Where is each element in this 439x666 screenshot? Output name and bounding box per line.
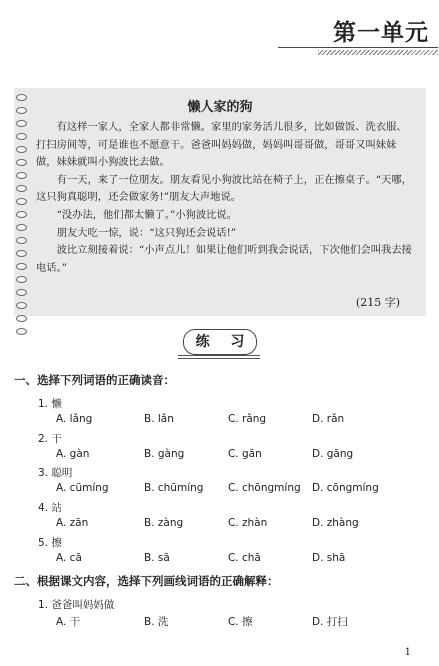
binder-ring [16, 159, 27, 166]
binder-ring [16, 172, 27, 179]
binder-rings [16, 94, 28, 341]
binder-ring [16, 250, 27, 257]
unit-title-wave-rule [318, 50, 438, 55]
question-2-1: 1. 爸爸叫妈妈做 [38, 599, 115, 611]
section1-heading: 一、选择下列词语的正确读音： [14, 373, 175, 387]
binder-ring [16, 211, 27, 218]
binder-ring [16, 276, 27, 283]
option-d[interactable]: D. 打扫 [312, 616, 348, 628]
question-1-3: 3. 聪明 [38, 467, 73, 479]
question-1-2: 2. 干 [38, 433, 62, 445]
option-d[interactable]: D. cōngmíng [312, 482, 379, 494]
option-c[interactable]: C. zhàn [228, 517, 268, 529]
binder-ring [16, 263, 27, 270]
option-a[interactable]: A. gàn [56, 448, 90, 460]
passage-paragraph: 有这样一家人，全家人都非常懒。家里的家务活儿很多，比如做饭、洗衣服、打扫房间等，可是谁也不愿意干。爸爸叫妈妈做，妈妈叫哥哥做，哥哥又叫妹妹做，妹妹就叫小狗波比去做。 [36, 121, 407, 169]
option-d[interactable]: D. rǎn [312, 413, 345, 425]
binder-ring [16, 133, 27, 140]
binder-ring [16, 185, 27, 192]
section2-heading: 二、根据课文内容，选择下列画线词语的正确解释： [14, 574, 279, 588]
practice-label: 练 习 [183, 329, 257, 355]
passage-box [14, 88, 426, 316]
practice-underline [178, 355, 260, 359]
option-c[interactable]: C. chā [228, 552, 261, 564]
binder-ring [16, 328, 27, 335]
question-1-5: 5. 擦 [38, 537, 62, 549]
page-number: 1 [404, 647, 411, 658]
binder-ring [16, 302, 27, 309]
option-a[interactable]: A. cā [56, 552, 82, 564]
option-b[interactable]: B. 洗 [144, 616, 169, 628]
option-d[interactable]: D. gāng [312, 448, 354, 460]
unit-title: 第一单元 [333, 19, 429, 46]
binder-ring [16, 315, 27, 322]
option-a[interactable]: A. zān [56, 517, 89, 529]
option-b[interactable]: B. sā [144, 552, 170, 564]
option-a[interactable]: A. lǎng [56, 413, 93, 425]
binder-ring [16, 146, 27, 153]
option-c[interactable]: C. gān [228, 448, 262, 460]
passage-paragraph: “没办法，他们都太懒了。”小狗波比说。 [56, 208, 238, 221]
binder-ring [16, 120, 27, 127]
word-count: (215 字) [355, 296, 400, 309]
binder-ring [16, 237, 27, 244]
option-a[interactable]: A. 干 [56, 616, 81, 628]
option-a[interactable]: A. cūmíng [56, 482, 109, 494]
option-b[interactable]: B. chūmíng [144, 482, 204, 494]
option-c[interactable]: C. 擦 [228, 616, 253, 628]
binder-ring [16, 224, 27, 231]
unit-title-rule [278, 47, 438, 48]
binder-ring [16, 198, 27, 205]
passage-paragraph: 有一天，来了一位朋友。朋友看见小狗波比站在椅子上，正在擦桌子。“天哪，这只狗真聪明，还会做家务!”朋友大声地说。 [36, 173, 412, 204]
option-c[interactable]: C. chōngmíng [228, 482, 301, 494]
option-d[interactable]: D. shā [312, 552, 346, 564]
option-b[interactable]: B. lǎn [144, 413, 174, 425]
option-d[interactable]: D. zhàng [312, 517, 359, 529]
option-b[interactable]: B. zàng [144, 517, 184, 529]
question-1-4: 4. 站 [38, 502, 62, 514]
question-1-1: 1. 懒 [38, 398, 62, 410]
option-c[interactable]: C. rǎng [228, 413, 267, 425]
binder-ring [16, 289, 27, 296]
passage-title: 懒人家的狗 [187, 100, 253, 115]
passage-paragraph: 波比立刻接着说：“小声点儿！如果让他们听到我会说话，下次他们会叫我去接电话。” [36, 244, 412, 274]
passage-paragraph: 朋友大吃一惊，说：“这只狗还会说话!” [56, 226, 237, 239]
passage-body [36, 119, 414, 277]
option-b[interactable]: B. gàng [144, 448, 185, 460]
